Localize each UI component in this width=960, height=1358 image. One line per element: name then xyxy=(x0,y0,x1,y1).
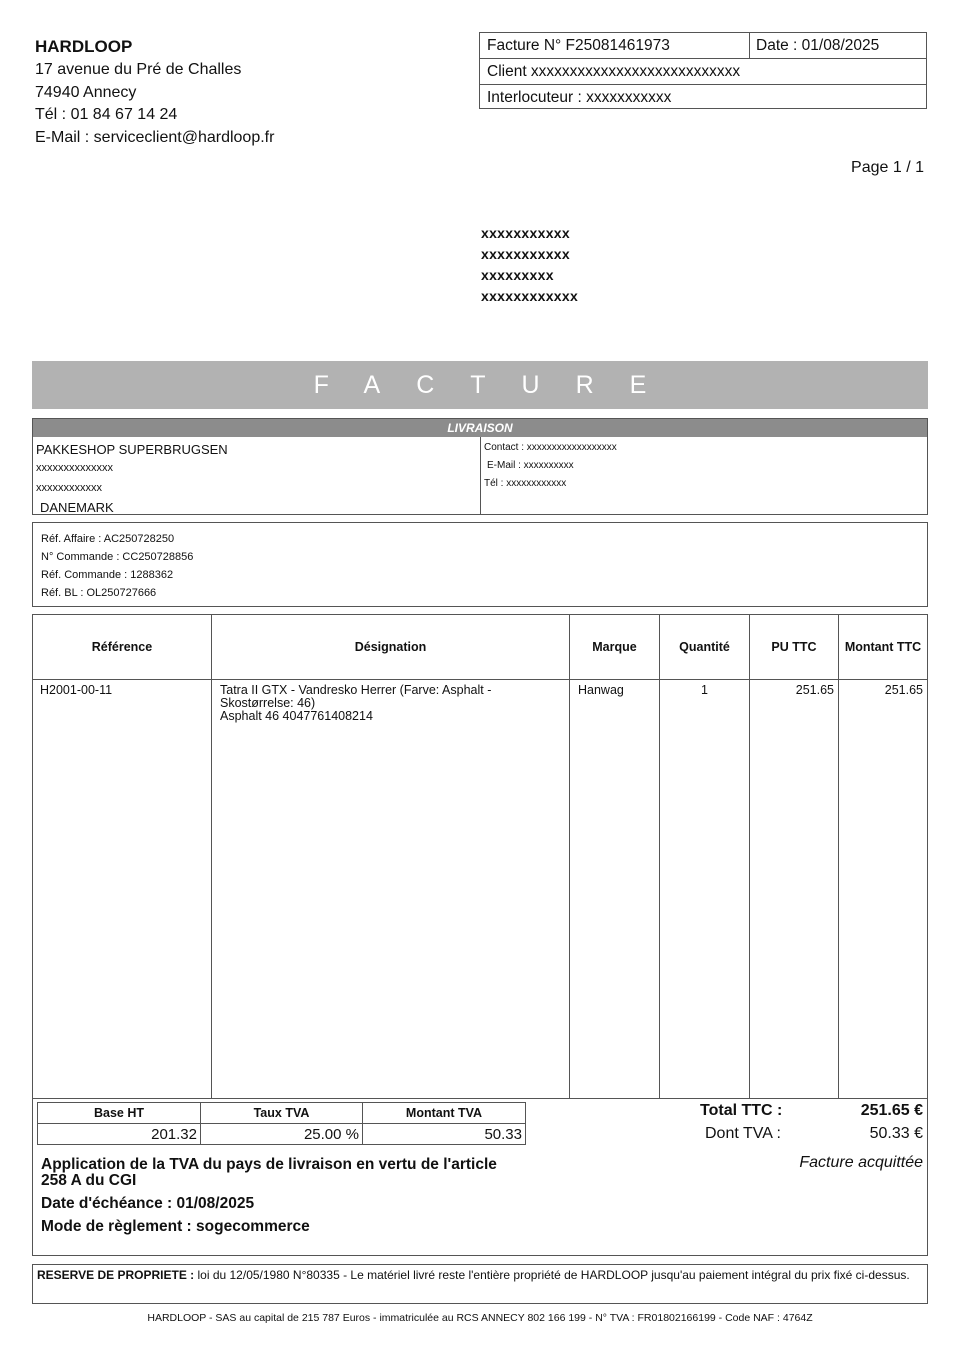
total-ttc-value: 251.65 € xyxy=(860,1102,923,1119)
item-amount: 251.65 xyxy=(884,683,923,697)
property-reserve-notice xyxy=(32,1264,928,1304)
company-email: E-Mail : serviceclient@hardloop.fr xyxy=(35,129,275,146)
tva-base-value: 201.32 xyxy=(151,1126,197,1143)
tva-rate-value: 25.00 % xyxy=(303,1126,359,1143)
ref-commande: Réf. Commande : 1288362 xyxy=(41,569,174,581)
due-date: Date d'échéance : 01/08/2025 xyxy=(41,1195,255,1212)
item-unit-price: 251.65 xyxy=(795,683,834,697)
recipient-line: xxxxxxxxxxxx xyxy=(481,288,579,304)
invoice-info-row-client xyxy=(480,59,926,85)
column-header-reference: Référence xyxy=(91,640,153,654)
delivery-box xyxy=(32,418,928,515)
delivery-phone: Tél : xxxxxxxxxxxx xyxy=(484,478,567,489)
tva-amount-value: 50.33 xyxy=(484,1126,522,1143)
recipient-line: xxxxxxxxx xyxy=(481,267,554,283)
items-table xyxy=(32,614,928,1099)
page-number: Page 1 / 1 xyxy=(851,159,924,176)
item-designation-line2: Skostørrelse: 46) xyxy=(220,696,316,710)
tva-application-line2: 258 A du CGI xyxy=(41,1172,137,1189)
total-tva-value: 50.33 € xyxy=(869,1125,923,1142)
recipient-line: xxxxxxxxxxx xyxy=(481,225,570,241)
item-designation-line3: Asphalt 46 4047761408214 xyxy=(220,709,373,723)
document-title-banner xyxy=(32,361,928,409)
item-brand: Hanwag xyxy=(578,683,624,697)
item-quantity: 1 xyxy=(701,683,708,697)
total-ttc-label: Total TTC : xyxy=(700,1102,783,1119)
property-reserve-label: RESERVE DE PROPRIETE : xyxy=(37,1268,195,1282)
item-designation-line1: Tatra II GTX - Vandresko Herrer (Farve: Asphalt - xyxy=(220,683,492,697)
item-reference: H2001-00-11 xyxy=(40,683,113,697)
column-header-unit-price: PU TTC xyxy=(771,640,817,654)
ref-affaire: Réf. Affaire : AC250728250 xyxy=(41,533,175,545)
tva-header-rate: Taux TVA xyxy=(201,1103,362,1124)
column-header-brand: Marque xyxy=(592,640,637,654)
tva-application-line1: Application de la TVA du pays de livraison en vertu de l'article xyxy=(41,1156,497,1173)
delivery-country: DANEMARK xyxy=(40,500,114,515)
document-title: FACTURE xyxy=(313,371,683,399)
recipient-line: xxxxxxxxxxx xyxy=(481,246,570,262)
column-header-quantity: Quantité xyxy=(679,640,730,654)
total-tva-label: Dont TVA : xyxy=(705,1125,781,1142)
delivery-name: PAKKESHOP SUPERBRUGSEN xyxy=(36,442,228,457)
invoice-info-row-number xyxy=(480,33,926,59)
company-address-line2: 74940 Annecy xyxy=(35,84,137,101)
invoice-contact: Interlocuteur : xxxxxxxxxxx xyxy=(487,89,672,106)
references-box xyxy=(32,522,928,607)
delivery-heading: LIVRAISON xyxy=(33,419,927,437)
delivery-email: E-Mail : xxxxxxxxxx xyxy=(487,460,574,471)
invoice-date: Date : 01/08/2025 xyxy=(756,37,880,54)
delivery-address-line2: xxxxxxxxxxxxxx xyxy=(36,462,113,474)
payment-method: Mode de règlement : sogecommerce xyxy=(41,1218,310,1235)
invoice-info-box xyxy=(479,32,927,109)
totals-box xyxy=(32,1098,928,1256)
ref-commande-number: N° Commande : CC250728856 xyxy=(41,551,194,563)
column-header-designation: Désignation xyxy=(354,640,427,654)
column-header-amount: Montant TTC xyxy=(844,640,922,654)
delivery-address-line3: xxxxxxxxxxxx xyxy=(36,482,102,494)
property-reserve-text: loi du 12/05/1980 N°80335 - Le matériel livré reste l'entière propriété de HARDLOOP jusqu'au paiement intégral du prix fixé ci-dessus. xyxy=(194,1268,910,1282)
delivery-contact: Contact : xxxxxxxxxxxxxxxxxx xyxy=(484,442,617,453)
company-address-line1: 17 avenue du Pré de Challes xyxy=(35,61,242,78)
paid-status: Facture acquittée xyxy=(799,1154,923,1171)
tva-table xyxy=(37,1102,526,1145)
tva-header-base: Base HT xyxy=(38,1103,200,1124)
invoice-info-row-contact xyxy=(480,85,926,110)
company-name: HARDLOOP xyxy=(35,37,133,56)
tva-header-amount: Montant TVA xyxy=(363,1103,525,1124)
company-phone: Tél : 01 84 67 14 24 xyxy=(35,106,178,123)
ref-bl: Réf. BL : OL250727666 xyxy=(41,587,157,599)
legal-footer: HARDLOOP - SAS au capital de 215 787 Euros - immatriculée au RCS ANNECY 802 166 199 - N° TVA : FR01802166199 - Code NAF : 4764Z xyxy=(147,1312,813,1324)
invoice-client: Client xxxxxxxxxxxxxxxxxxxxxxxxxxx xyxy=(487,63,741,80)
invoice-number: Facture N° F25081461973 xyxy=(487,37,670,54)
